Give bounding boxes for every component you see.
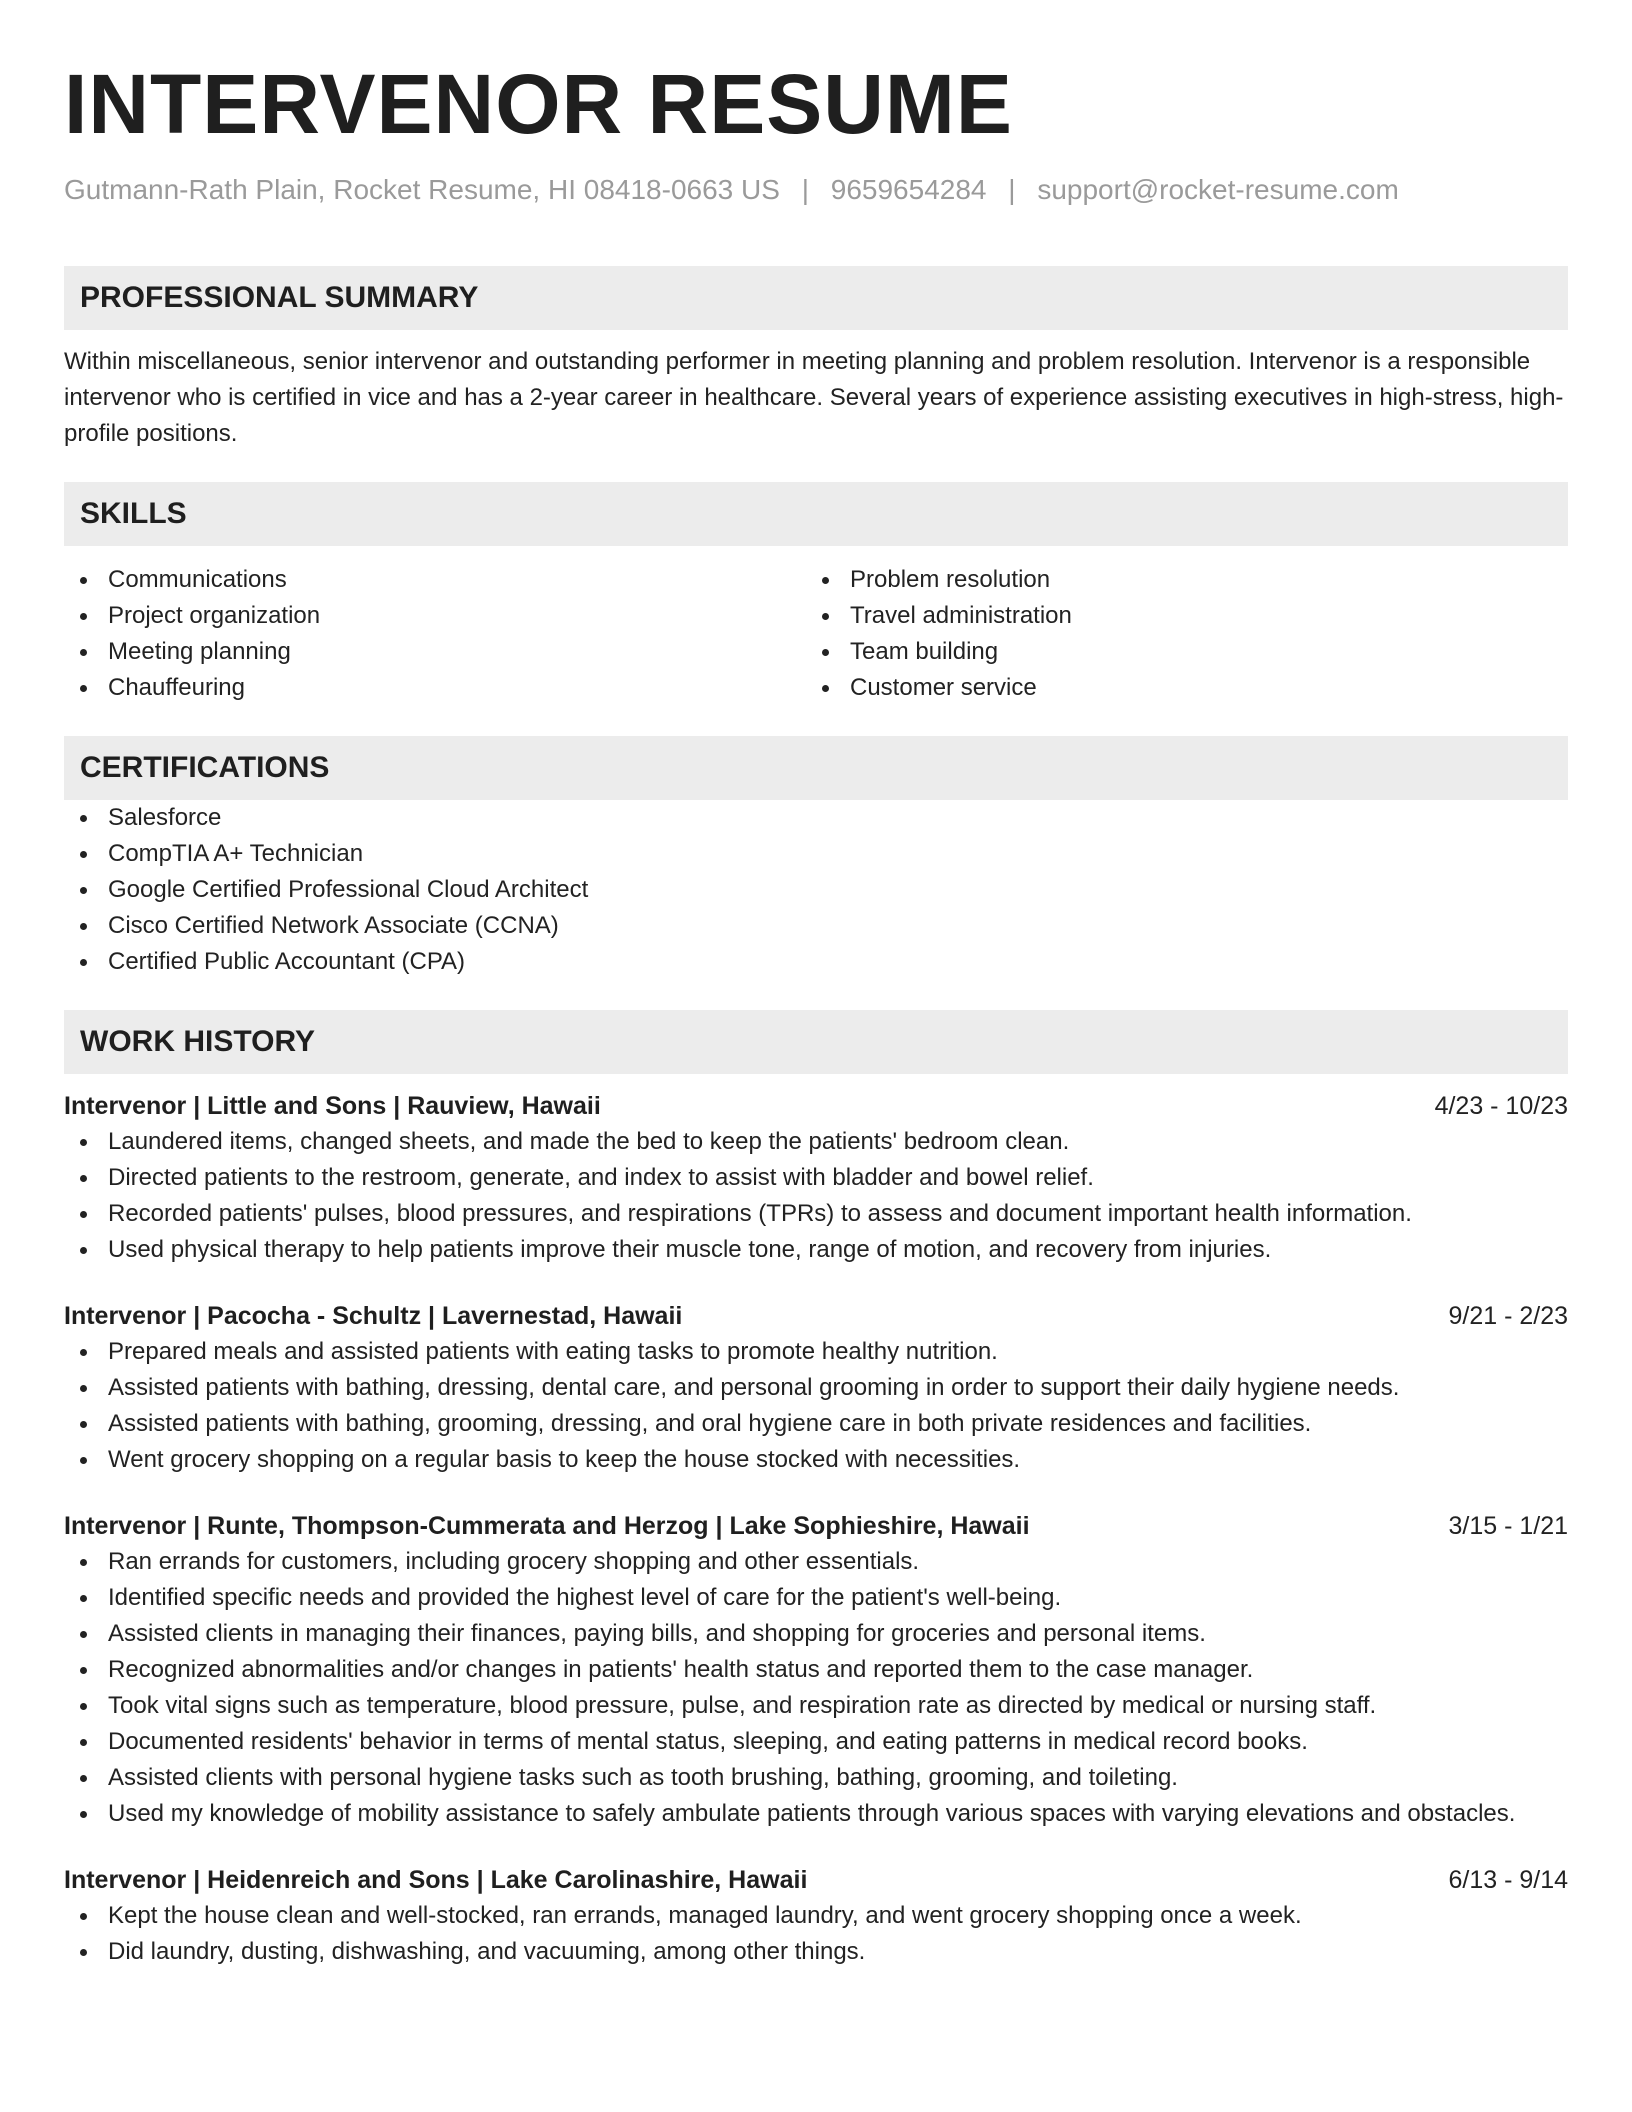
- job-bullet: Prepared meals and assisted patients with eating tasks to promote healthy nutrition.: [64, 1334, 1568, 1370]
- contact-phone: 9659654284: [830, 174, 987, 205]
- contact-address: Gutmann-Rath Plain, Rocket Resume, HI 08418-0663 US: [64, 174, 780, 205]
- job-entry: [64, 1862, 1568, 1970]
- job-entry: [64, 1508, 1568, 1832]
- job-bullet: Used physical therapy to help patients improve their muscle tone, range of motion, and recovery from injuries.: [64, 1232, 1568, 1268]
- work-history-heading: WORK HISTORY: [64, 1010, 1568, 1074]
- job-title: Intervenor | Heidenreich and Sons | Lake Carolinashire, Hawaii: [64, 1866, 808, 1894]
- skills-list: [64, 562, 1568, 706]
- certification-item: Cisco Certified Network Associate (CCNA): [64, 908, 1568, 944]
- skill-item: Meeting planning: [64, 634, 806, 670]
- certifications-list: [64, 800, 1568, 980]
- contact-separator: |: [1008, 174, 1016, 205]
- job-bullet: Assisted clients in managing their finances, paying bills, and shopping for groceries and personal items.: [64, 1616, 1568, 1652]
- skills-heading: SKILLS: [64, 482, 1568, 546]
- job-bullet: Assisted patients with bathing, dressing, dental care, and personal grooming in order to support their daily hygiene needs.: [64, 1370, 1568, 1406]
- summary-heading: PROFESSIONAL SUMMARY: [64, 266, 1568, 330]
- skill-item: Communications: [64, 562, 806, 598]
- certification-item: CompTIA A+ Technician: [64, 836, 1568, 872]
- skills-column-right: [806, 562, 1548, 706]
- job-header: [64, 1088, 1568, 1124]
- summary-text: Within miscellaneous, senior intervenor and outstanding performer in meeting planning and problem resolution. Intervenor is a responsible intervenor who is certified in vice and has a 2-year career in healthcare. Several years of experience assisting executives in high-stress, high-profile positions.: [64, 348, 1564, 447]
- job-header: [64, 1298, 1568, 1334]
- job-dates: 6/13 - 9/14: [1448, 1866, 1568, 1894]
- job-bullet: Went grocery shopping on a regular basis to keep the house stocked with necessities.: [64, 1442, 1568, 1478]
- certification-item: Salesforce: [64, 800, 1568, 836]
- job-bullet: Ran errands for customers, including grocery shopping and other essentials.: [64, 1544, 1568, 1580]
- job-entry: [64, 1088, 1568, 1268]
- contact-separator: |: [801, 174, 809, 205]
- skill-item: Customer service: [806, 670, 1548, 706]
- certification-item: Certified Public Accountant (CPA): [64, 944, 1568, 980]
- job-bullets: [64, 1544, 1568, 1832]
- job-bullets: [64, 1124, 1568, 1268]
- job-title: Intervenor | Runte, Thompson-Cummerata and Herzog | Lake Sophieshire, Hawaii: [64, 1512, 1030, 1540]
- job-title: Intervenor | Pacocha - Schultz | Lavernestad, Hawaii: [64, 1302, 683, 1330]
- contact-line: [64, 170, 1568, 210]
- job-header: [64, 1508, 1568, 1544]
- contact-email: support@rocket-resume.com: [1037, 174, 1399, 205]
- skill-item: Problem resolution: [806, 562, 1548, 598]
- job-bullet: Recognized abnormalities and/or changes in patients' health status and reported them to the case manager.: [64, 1652, 1568, 1688]
- job-bullets: [64, 1334, 1568, 1478]
- job-bullet: Recorded patients' pulses, blood pressures, and respirations (TPRs) to assess and document important health information.: [64, 1196, 1568, 1232]
- job-bullet: Did laundry, dusting, dishwashing, and vacuuming, among other things.: [64, 1934, 1568, 1970]
- job-bullet: Assisted patients with bathing, grooming, dressing, and oral hygiene care in both private residences and facilities.: [64, 1406, 1568, 1442]
- resume-title: INTERVENOR RESUME: [64, 57, 1013, 151]
- job-header: [64, 1862, 1568, 1898]
- skill-item: Chauffeuring: [64, 670, 806, 706]
- job-bullet: Assisted clients with personal hygiene tasks such as tooth brushing, bathing, grooming, and toileting.: [64, 1760, 1568, 1796]
- job-bullet: Used my knowledge of mobility assistance to safely ambulate patients through various spaces with varying elevations and obstacles.: [64, 1796, 1568, 1832]
- skills-column-left: [64, 562, 806, 706]
- job-title: Intervenor | Little and Sons | Rauview, Hawaii: [64, 1092, 601, 1120]
- job-bullet: Documented residents' behavior in terms of mental status, sleeping, and eating patterns in medical record books.: [64, 1724, 1568, 1760]
- job-bullet: Laundered items, changed sheets, and made the bed to keep the patients' bedroom clean.: [64, 1124, 1568, 1160]
- job-bullet: Identified specific needs and provided the highest level of care for the patient's well-being.: [64, 1580, 1568, 1616]
- job-dates: 4/23 - 10/23: [1434, 1092, 1568, 1120]
- certifications-heading: CERTIFICATIONS: [64, 736, 1568, 800]
- job-entry: [64, 1298, 1568, 1478]
- skill-item: Team building: [806, 634, 1548, 670]
- job-bullets: [64, 1898, 1568, 1970]
- job-dates: 9/21 - 2/23: [1448, 1302, 1568, 1330]
- job-bullet: Kept the house clean and well-stocked, ran errands, managed laundry, and went grocery shopping once a week.: [64, 1898, 1568, 1934]
- skill-item: Project organization: [64, 598, 806, 634]
- job-bullet: Directed patients to the restroom, generate, and index to assist with bladder and bowel relief.: [64, 1160, 1568, 1196]
- skill-item: Travel administration: [806, 598, 1548, 634]
- certification-item: Google Certified Professional Cloud Architect: [64, 872, 1568, 908]
- job-bullet: Took vital signs such as temperature, blood pressure, pulse, and respiration rate as directed by medical or nursing staff.: [64, 1688, 1568, 1724]
- job-dates: 3/15 - 1/21: [1448, 1512, 1568, 1540]
